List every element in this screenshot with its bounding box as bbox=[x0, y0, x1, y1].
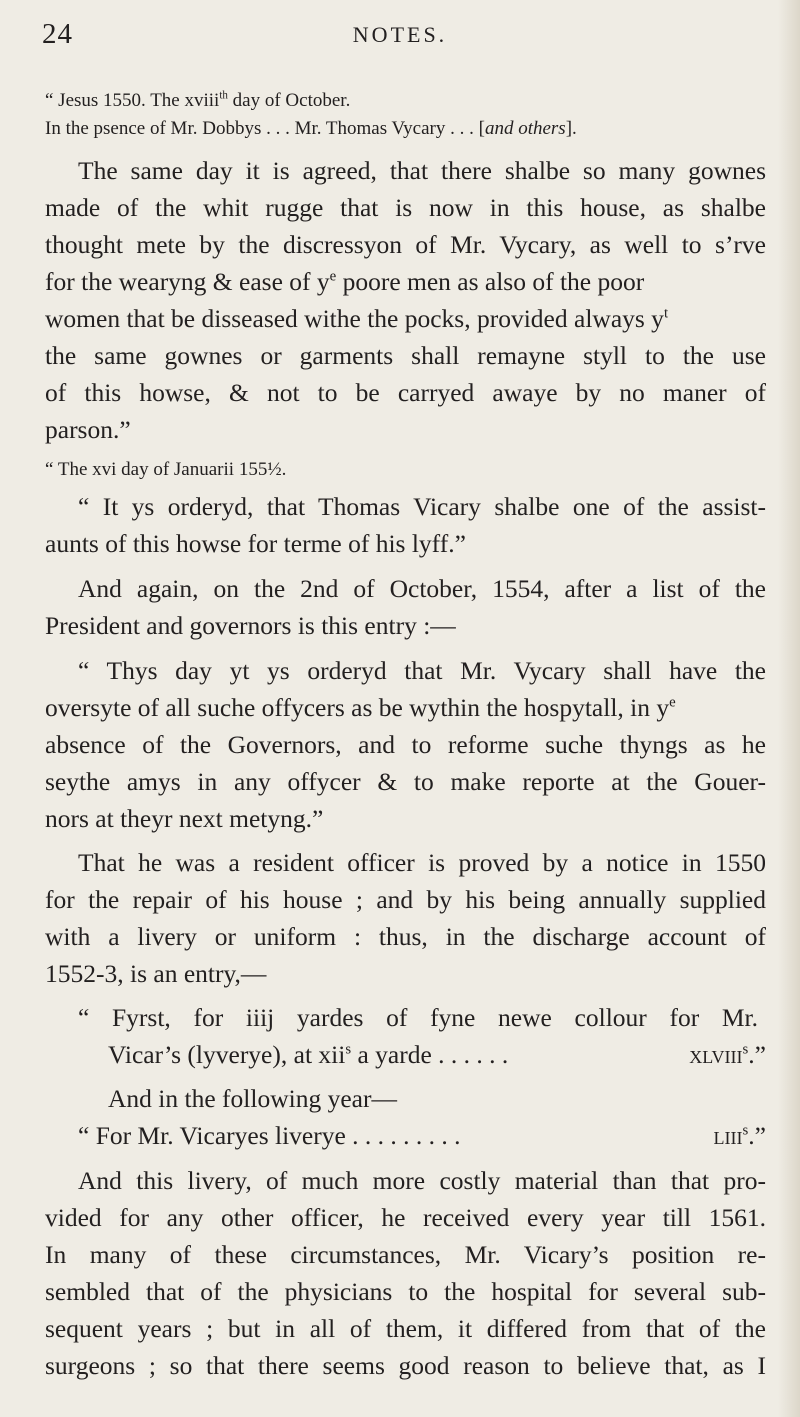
entry-date-line: “ Jesus 1550. The xviii$^{th}$ day of October. bbox=[45, 89, 351, 111]
text-line: absence of the Governors, and to reforme suche thyngs as he bbox=[45, 730, 766, 759]
text-line: sequent years ; but in all of them, it differed from that of the bbox=[45, 1314, 766, 1343]
text-line: surgeons ; so that there seems good reason to believe that, as I bbox=[45, 1351, 766, 1380]
page-header bbox=[0, 18, 800, 58]
text-line: nors at theyr next metyng.” bbox=[45, 804, 324, 833]
running-head: NOTES. bbox=[352, 22, 448, 47]
amount: xlviii$^s$.” bbox=[689, 1040, 766, 1069]
entry-date-line: “ The xvi day of Januarii 155½. bbox=[45, 459, 287, 480]
text-line: vided for any other officer, he received every year till 1561. bbox=[45, 1203, 766, 1232]
text-line: And this livery, of much more costly material than that pro- bbox=[78, 1166, 766, 1195]
account-entry-line: “ For Mr. Vicaryes liverye . . . . . . . . . liii$^s$.” bbox=[78, 1121, 766, 1150]
text-line: In many of these circumstances, Mr. Vicary’s position re- bbox=[45, 1240, 766, 1269]
text-line: women that be disseased withe the pocks, provided always $y^t$ bbox=[45, 304, 669, 333]
text-line: 1552-3, is an entry,— bbox=[45, 959, 267, 988]
text-line: “ It ys orderyd, that Thomas Vicary shalbe one of the assist- bbox=[78, 492, 766, 521]
text-line: with a livery or uniform : thus, in the discharge account of bbox=[45, 922, 766, 951]
text-line: aunts of this howse for terme of his lyff.” bbox=[45, 529, 466, 558]
text-line: oversyte of all suche offycers as be wythin the hospytall, in $y^e$ bbox=[45, 693, 676, 722]
text-line: President and governors is this entry :— bbox=[45, 611, 456, 640]
text-line: sembled that of the physicians to the hospital for several sub- bbox=[45, 1277, 766, 1306]
page-edge-shadow bbox=[778, 0, 800, 1417]
amount: liii$^s$.” bbox=[713, 1121, 766, 1150]
account-entry-line: Vicar’s (lyverye), at xii$^s$ a yarde . . . . . . xlviii$^s$.” bbox=[108, 1040, 766, 1069]
page-number: 24 bbox=[42, 18, 73, 50]
text-line: And again, on the 2nd of October, 1554, after a list of the bbox=[78, 574, 766, 603]
text-line: “ Fyrst, for iiij yardes of fyne newe collour for Mr. bbox=[78, 1003, 758, 1032]
text-line: of this howse, & not to be carryed awaye by no maner of bbox=[45, 378, 766, 407]
text-line: for the wearyng & ease of $y^e$ poore men as also of the poor bbox=[45, 267, 645, 296]
text-line: made of the whit rugge that is now in this house, as shalbe bbox=[45, 193, 766, 222]
text-line: “ Thys day yt ys orderyd that Mr. Vycary shall have the bbox=[78, 656, 766, 685]
text-line: seythe amys in any offycer & to make reporte at the Gouer- bbox=[45, 767, 766, 796]
text-line: thought mete by the discressyon of Mr. Vycary, as well to s’rve bbox=[45, 230, 766, 259]
entry-attendance-line: In the psence of Mr. Dobbys . . . Mr. Thomas Vycary . . . [and others]. bbox=[45, 118, 577, 139]
text-line: parson.” bbox=[45, 415, 131, 444]
text-line: the same gownes or garments shall remayne styll to the use bbox=[45, 341, 766, 370]
text-line: That he was a resident officer is proved by a notice in 1550 bbox=[78, 848, 766, 877]
text-line: The same day it is agreed, that there shalbe so many gownes bbox=[78, 156, 766, 185]
text-line: And in the following year— bbox=[108, 1084, 397, 1113]
text-line: for the repair of his house ; and by his being annually supplied bbox=[45, 885, 766, 914]
